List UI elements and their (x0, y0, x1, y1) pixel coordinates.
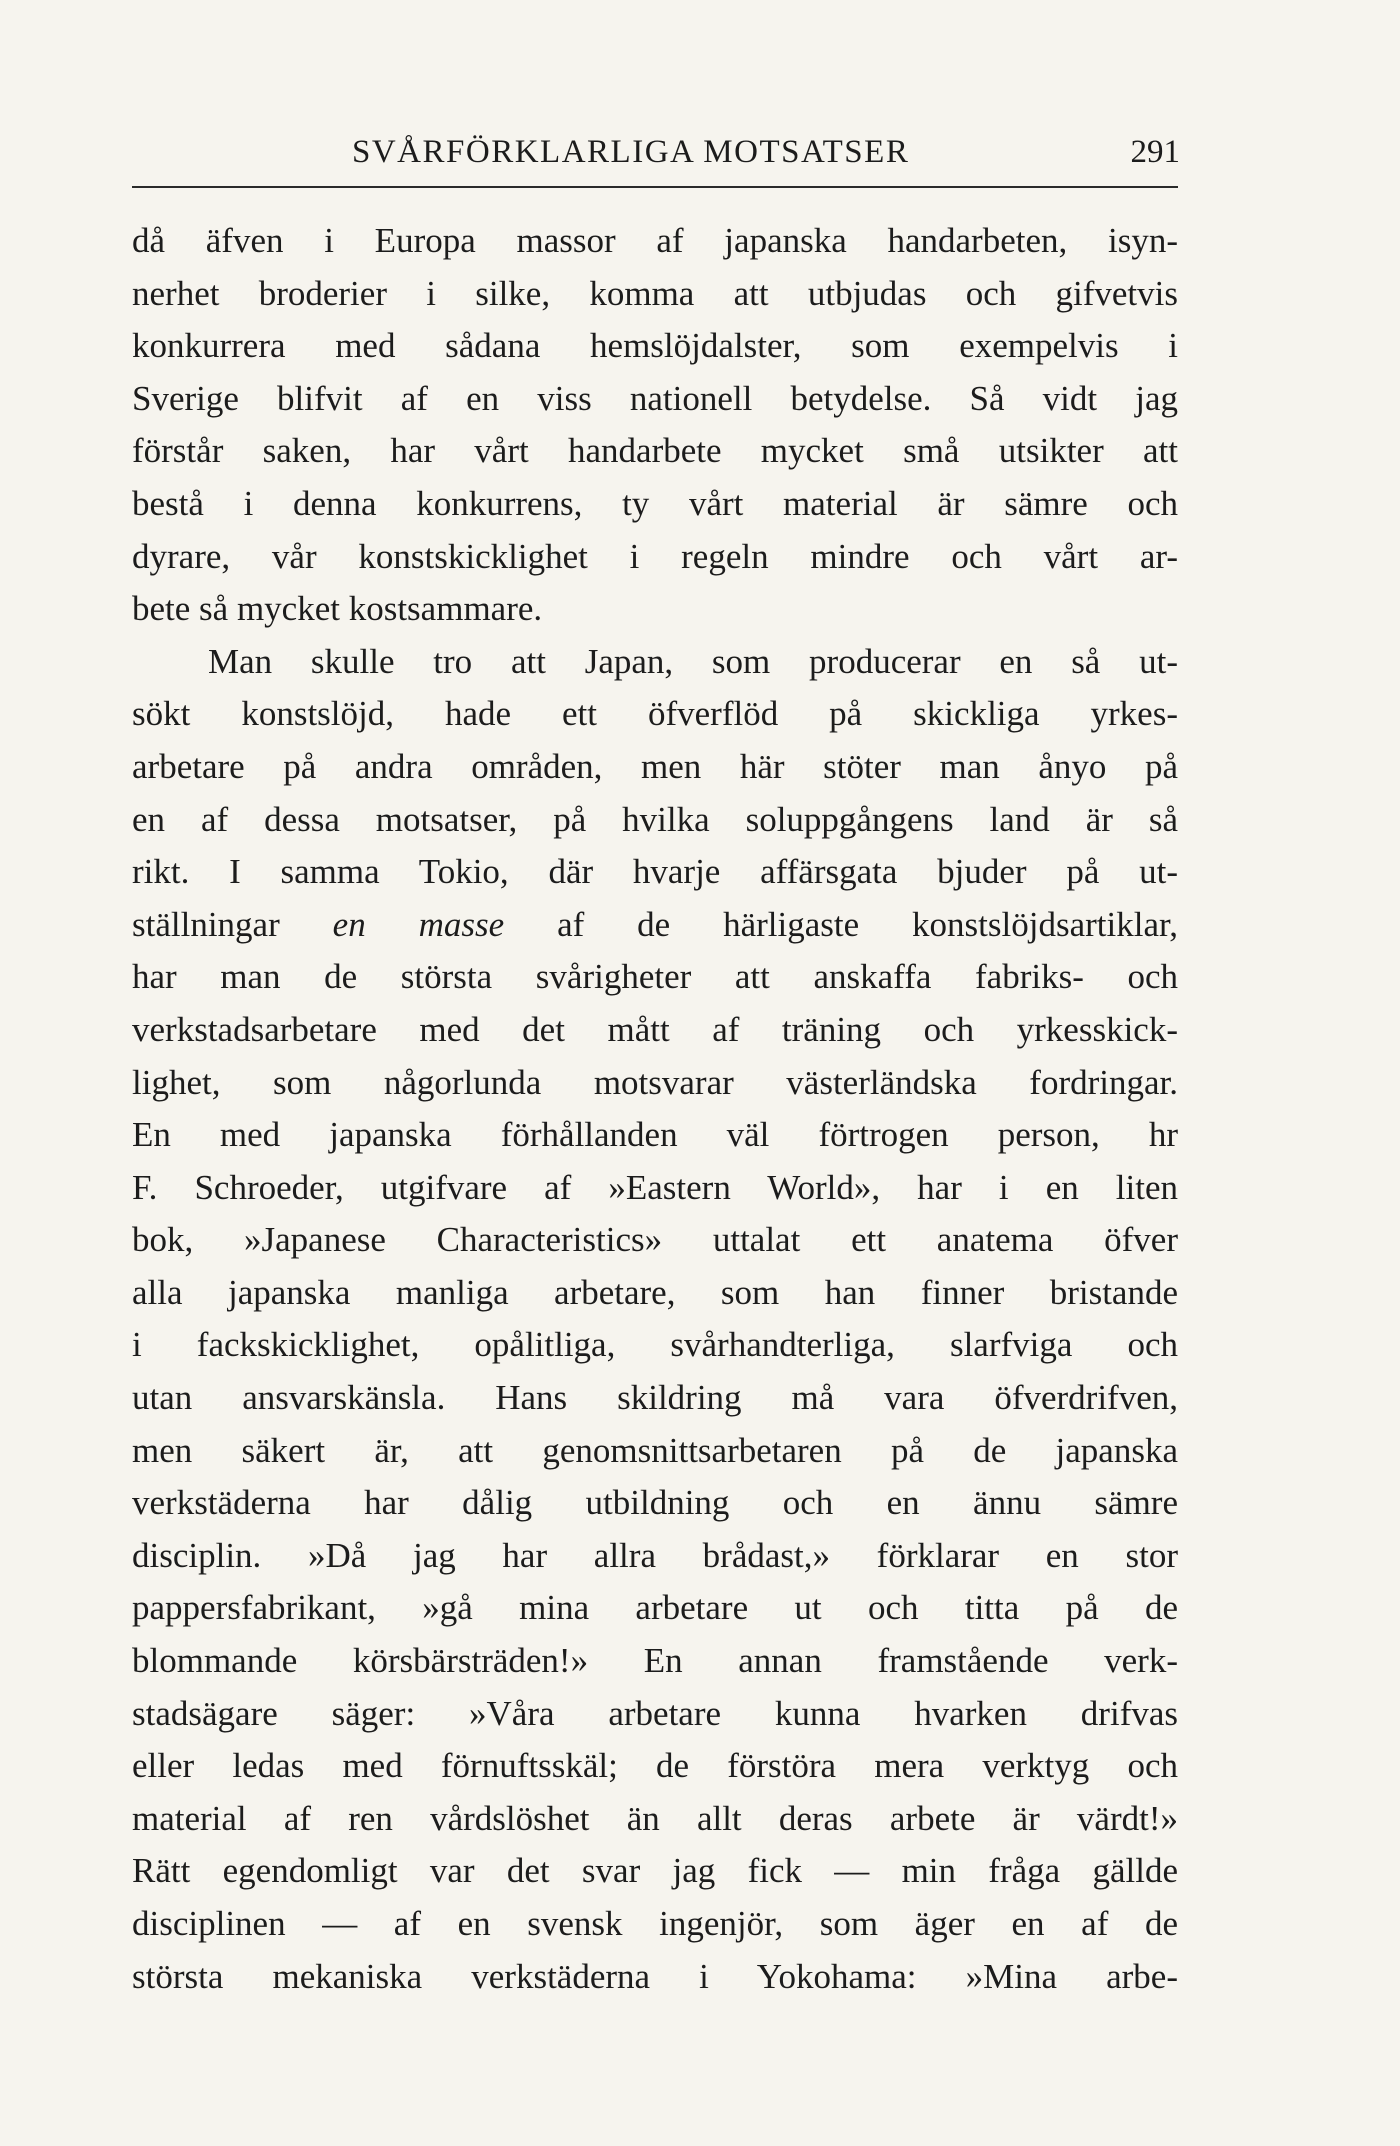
text-line: material af ren vårdslöshet än allt deras arbete är värdt!» (132, 1798, 1178, 1838)
text-line: disciplin. »Då jag har allra brådast,» förklarar en stor (132, 1535, 1178, 1575)
text-line: alla japanska manliga arbetare, som han finner bristande (132, 1272, 1178, 1312)
italic-phrase: en masse (332, 904, 505, 944)
text-line: men säkert är, att genomsnittsarbetaren på de japanska (132, 1430, 1178, 1470)
running-head (130, 132, 1180, 182)
header-rule (132, 186, 1178, 188)
text-line: verkstäderna har dålig utbildning och en ännu sämre (132, 1483, 1178, 1523)
text-line: Sverige blifvit af en viss nationell betydelse. Så vidt jag (132, 378, 1178, 418)
text-line: Rätt egendomligt var det svar jag fick — min fråga gällde (132, 1851, 1178, 1891)
text-line-with-italic (132, 899, 1178, 952)
text-line: utan ansvarskänsla. Hans skildring må vara öfverdrifven, (132, 1378, 1178, 1418)
text-line: en af dessa motsatser, på hvilka soluppgångens land är så (132, 799, 1178, 839)
text-line: stadsägare säger: »Våra arbetare kunna hvarken drifvas (132, 1693, 1178, 1733)
text-line: då äfven i Europa massor af japanska handarbeten, isyn- (132, 221, 1178, 260)
text-line: pappersfabrikant, »gå mina arbetare ut och titta på de (132, 1588, 1178, 1628)
text-line: disciplinen — af en svensk ingenjör, som äger en af de (132, 1904, 1178, 1943)
body-text (132, 215, 1178, 2003)
text-line: verkstadsarbetare med det mått af träning och yrkesskick- (132, 1009, 1178, 1049)
text-line: förstår saken, har vårt handarbete mycket små utsikter att (132, 431, 1178, 471)
running-title: SVÅRFÖRKLARLIGA MOTSATSER (352, 134, 910, 170)
text-line: största mekaniska verkstäderna i Yokohama: »Mina arbe- (132, 1956, 1178, 1996)
text-line: blommande körsbärsträden!» En annan framstående verk- (132, 1641, 1178, 1681)
text-line: F. Schroeder, utgifvare af »Eastern World», har i en liten (132, 1167, 1178, 1207)
text-line: sökt konstslöjd, hade ett öfverflöd på skickliga yrkes- (132, 694, 1178, 734)
text-line: lighet, som någorlunda motsvarar västerländska fordringar. (132, 1062, 1178, 1102)
text-line: arbetare på andra områden, men här stöter man ånyo på (132, 746, 1178, 786)
text-line: nerhet broderier i silke, komma att utbjudas och gifvetvis (132, 273, 1178, 313)
text-line: bok, »Japanese Characteristics» uttalat ett anatema öfver (132, 1220, 1178, 1260)
text-line: bestå i denna konkurrens, ty vårt material är sämre och (132, 483, 1178, 523)
text-line: eller ledas med förnuftsskäl; de förstöra mera verktyg och (132, 1746, 1178, 1786)
text-line: har man de största svårigheter att anskaffa fabriks- och (132, 957, 1178, 997)
text-line: dyrare, vår konstskicklighet i regeln mindre och vårt ar- (132, 536, 1178, 576)
line-text-after: af de härligaste konstslöjdsartiklar, (504, 904, 1178, 944)
paragraph-start-line: Man skulle tro att Japan, som producerar en så ut- (208, 641, 1178, 681)
text-line: konkurrera med sådana hemslöjdalster, som exempelvis i (132, 326, 1178, 366)
page-number: 291 (1130, 134, 1180, 170)
line-text-before: ställningar (132, 904, 333, 944)
text-line: rikt. I samma Tokio, där hvarje affärsgata bjuder på ut- (132, 852, 1178, 892)
text-line: i fackskicklighet, opålitliga, svårhandterliga, slarfviga och (132, 1325, 1178, 1365)
text-line: En med japanska förhållanden väl förtrogen person, hr (132, 1115, 1178, 1155)
paragraph-end-line: bete så mycket kostsammare. (132, 589, 543, 629)
